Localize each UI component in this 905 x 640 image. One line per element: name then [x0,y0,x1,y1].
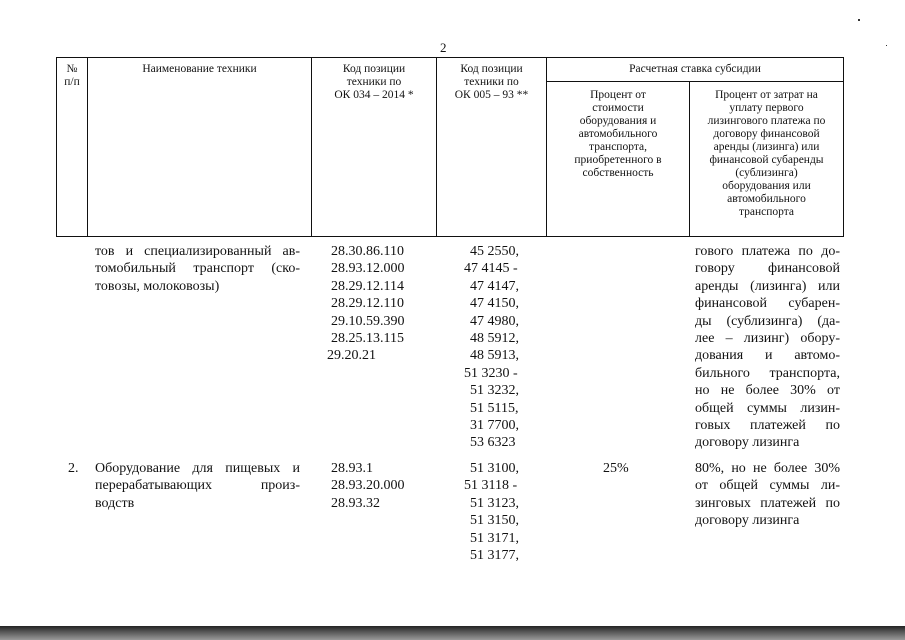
row-2-number: 2. [68,461,79,476]
row-2-rate-lease: 80%, но не более 30% от общей суммы ли- зинговых платежей по договору лизинга [695,461,840,529]
row-1-okpd-codes: 28.30.86.110 28.93.12.000 28.29.12.114 28.29.12.110 29.10.59.390 28.25.13.115 29.20.21 [327,244,405,364]
header-rate-own: Процент от стоимости оборудования и автомобильного транспорта, приобретенного в собственность [574,89,662,179]
header-name: Наименование техники [142,63,257,75]
header-subsidy-rate: Расчетная ставка субсидии [629,63,761,75]
row-1-name: тов и специализированный ав- томобильный транспорт (ско- товозы, молоковозы) [95,244,300,294]
row-1-rate-lease: гового платежа по до- говору финансовой аренды (лизинга) или финансовой субарен- ды (сублизинга) (да- лее – лизинг) обору- дования и автомо- бильного транспорта, но не более 30% от общей суммы лизин- говых платежей по договору лизинга [695,244,840,451]
header-okpd-code: Код позиции техники по ОК 034 – 2014 * [334,63,414,101]
scan-speck [886,45,887,46]
row-2-okp-codes: 51 3100, 51 3118 - 51 3123, 51 3150, 51 3171, 51 3177, [464,461,519,564]
row-2-name: Оборудование для пищевых и перерабатывающих произ- водств [95,461,300,511]
scan-edge-band [0,626,905,640]
header-rate-lease: Процент от затрат на уплату первого лизингового платежа по договору финансовой аренды (лизинга) или финансовой субаренды (сублизинга) оборудования или автомобильного транспорта [707,89,826,218]
header-num: № п/п [64,63,80,88]
row-2-rate-own: 25% [603,461,629,476]
header-okp-code: Код позиции техники по ОК 005 – 93 ** [454,63,529,101]
row-1-okp-codes: 45 2550, 47 4145 - 47 4147, 47 4150, 47 4980, 48 5912, 48 5913, 51 3230 - 51 3232, 51 5115, 31 7700, 53 6323 [464,244,519,451]
row-2-okpd-codes: 28.93.1 28.93.20.000 28.93.32 [331,461,405,511]
page-number: 2 [440,40,447,55]
scan-speck [858,19,860,21]
